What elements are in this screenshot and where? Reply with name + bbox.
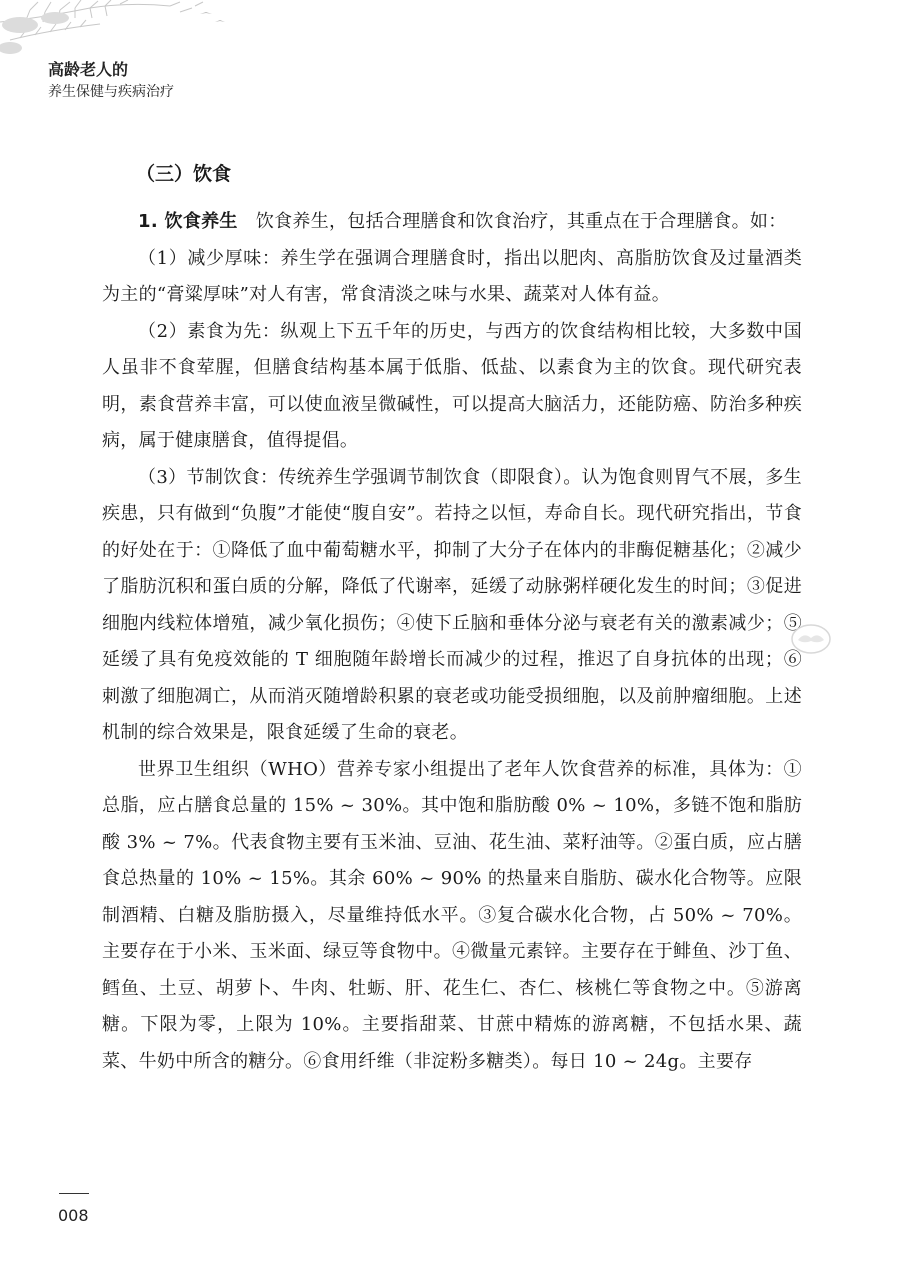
book-title-line2: 养生保健与疾病治疗 [48, 84, 174, 100]
book-title [48, 60, 348, 102]
page-number: 008 [58, 1206, 89, 1225]
paragraph-4: （3）节制饮食：传统养生学强调节制饮食（即限食）。认为饱食则胃气不展，多生疾患，只有做到“负腹”才能使“腹自安”。若持之以恒，寿命自长。现代研究指出，节食的好处在于：①降低了血中葡萄糖水平，抑制了大分子在体内的非酶促糖基化；②减少了脂肪沉积和蛋白质的分解，降低了代谢率，延缓了动脉粥样硬化发生的时间；③促进细胞内线粒体增殖，减少氧化损伤；④使下丘脑和垂体分泌与衰老有关的激素减少；⑤延缓了具有免疫效能的 T 细胞随年龄增长而减少的过程，推迟了自身抗体的出现；⑥刺激了细胞凋亡，从而消灭随增龄积累的衰老或功能受损细胞，以及前肿瘤细胞。上述机制的综合效果是，限食延缓了生命的衰老。 [102, 466, 802, 743]
section-heading: （三）饮食 [136, 163, 232, 185]
book-title-line1: 高龄老人的 [48, 60, 129, 79]
paragraph-1 [102, 204, 802, 241]
footer-divider [59, 1193, 89, 1194]
cloud-seal-icon [790, 622, 832, 656]
paragraph-1-text: 饮食养生，包括合理膳食和饮食治疗，其重点在于合理膳食。如： [255, 211, 787, 232]
paragraph-3: （2）素食为先：纵观上下五千年的历史，与西方的饮食结构相比较，大多数中国人虽非不食荤腥，但膳食结构基本属于低脂、低盐、以素食为主的饮食。现代研究表明，素食营养丰富，可以使血液呈微碱性，可以提高大脑活力，还能防癌、防治多种疾病，属于健康膳食，值得提倡。 [102, 320, 802, 451]
paragraph-2: （1）减少厚味：养生学在强调合理膳食时，指出以肥肉、高脂肪饮食及过量酒类为主的“膏粱厚味”对人有害，常食清淡之味与水果、蔬菜对人体有益。 [102, 247, 802, 305]
paragraph-5: 世界卫生组织（WHO）营养专家小组提出了老年人饮食营养的标准，具体为：①总脂，应占膳食总量的 15% ~ 30%。其中饱和脂肪酸 0% ~ 10%，多链不饱和脂肪酸 3% ~ 7%。代表食物主要有玉米油、豆油、花生油、菜籽油等。②蛋白质，应占膳食总热量的 10% ~ 15%。其余 60% ~ 90% 的热量来自脂肪、碳水化合物等。应限制酒精、白糖及脂肪摄入，尽量维持低水平。③复合碳水化合物，占 50% ~ 70%。主要存在于小米、玉米面、绿豆等食物中。④微量元素锌。主要存在于鲱鱼、沙丁鱼、鳕鱼、土豆、胡萝卜、牛肉、牡蛎、肝、花生仁、杏仁、核桃仁等食物之中。⑤游离糖。下限为零，上限为 10%。主要指甜菜、甘蔗中精炼的游离糖，不包括水果、蔬菜、牛奶中所含的糖分。⑥食用纤维（非淀粉多糖类）。每日 10 ~ 24g。主要存 [102, 758, 802, 1072]
lead-title: 1. 饮食养生 [138, 211, 238, 232]
page-content [102, 156, 802, 1080]
pine-branch-icon [0, 0, 240, 60]
